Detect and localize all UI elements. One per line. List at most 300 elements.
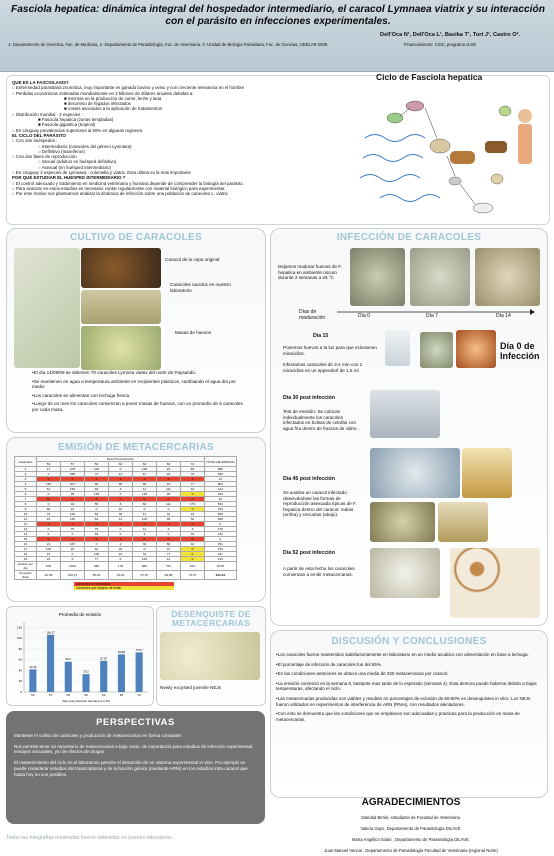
x-axis-label: días post-infección (semana 4 a 15) bbox=[62, 699, 110, 703]
table-cell: 5 bbox=[133, 532, 157, 537]
intro-line: POR QUE ESTUDIAR EL HUESPED INTERMEDIARIO ? bbox=[12, 175, 126, 181]
table-cell: 686 bbox=[205, 467, 237, 472]
avg-cell: 73.57 bbox=[181, 571, 205, 580]
table-cell: 49 bbox=[157, 472, 181, 477]
cultivo-bullets bbox=[32, 370, 247, 416]
table-cell: 42 bbox=[181, 487, 205, 492]
table-cell: 0 bbox=[181, 507, 205, 512]
table-cell: 13 bbox=[15, 527, 37, 532]
table-cell: 0 bbox=[181, 547, 205, 552]
emision-table-wrap bbox=[14, 456, 262, 590]
metacercaria-photo2 bbox=[450, 548, 540, 618]
table-cell: 0 bbox=[133, 497, 157, 502]
table-cell: 0 bbox=[61, 497, 85, 502]
table-cell: 175 bbox=[181, 502, 205, 507]
avg-cell: 69.88 bbox=[157, 571, 181, 580]
intro-line: ■ costos asociados a la aplicación de tratamientos bbox=[64, 106, 163, 112]
table-cell: 0 bbox=[61, 522, 85, 527]
th-col: 66 bbox=[157, 462, 181, 467]
table-cell: 505 bbox=[205, 512, 237, 517]
table-cell: 0 bbox=[109, 497, 133, 502]
table-cell: 15 bbox=[15, 537, 37, 542]
table-cell: 167 bbox=[61, 542, 85, 547]
table-cell: 75 bbox=[61, 527, 85, 532]
x-tick-label: 62 bbox=[102, 693, 106, 697]
chart-title: Promedio de emisión bbox=[58, 612, 102, 617]
table-cell: 53 bbox=[85, 512, 109, 517]
total-cell: 5278 bbox=[205, 562, 237, 571]
table-cell: 0 bbox=[157, 532, 181, 537]
th-col: 72 bbox=[181, 462, 205, 467]
table-cell: 0 bbox=[37, 472, 61, 477]
day0-label: Día 0 bbox=[358, 313, 370, 319]
perspectivas-p3: El mantenimiento del ciclo en el laboratorio permite el desarrollo de un sistema experimental in vitro. Por ejemplo se puede considerar estudios del transcriptoma y de la función génica (mediante ARNi) en los estadios intra-caracol que hasta hoy no son posibles. bbox=[14, 760, 248, 777]
table-cell: 100 bbox=[85, 467, 109, 472]
th-col: 57 bbox=[61, 462, 85, 467]
table-cell: 14 bbox=[15, 532, 37, 537]
emision-title: EMISIÓN DE METACERCARIAS bbox=[58, 442, 214, 453]
table-cell: 43 bbox=[109, 507, 133, 512]
tube-photo bbox=[385, 330, 410, 366]
table-cell: 3 bbox=[181, 527, 205, 532]
table-cell: 0 bbox=[133, 547, 157, 552]
ack-line: María Angélica Solari , Departamento de Parasitología DILAVE. bbox=[352, 837, 470, 842]
y-tick-label: 60 bbox=[18, 657, 22, 662]
intro-line: ○ Con dos huéspedes : bbox=[12, 138, 58, 144]
table-cell: 0 bbox=[61, 532, 85, 537]
table-cell: 414 bbox=[205, 487, 237, 492]
egg-masses-photo bbox=[81, 326, 161, 370]
egg-day7-photo bbox=[410, 248, 470, 306]
intro-line: ■ Fasciola gigantica (tropical) bbox=[38, 122, 96, 128]
metacercaria-photo1 bbox=[370, 548, 440, 598]
table-cell: 0 bbox=[37, 537, 61, 542]
dia52-text: A partir de esta fecha los caracoles comienzan a emitir metacercarias. bbox=[283, 566, 355, 577]
dia30-text: Test de emisión. Se colocan individualmente los caracoles infectados en bolsas de celofán con agua fría dentro de frascos de vidrio . bbox=[283, 409, 360, 431]
th-col: 62 bbox=[133, 462, 157, 467]
y-tick-label: 20 bbox=[18, 679, 22, 684]
dia15-text: Ponemos huevos a la luz para que eclosionen miracidios. bbox=[283, 345, 377, 356]
table-cell: 94 bbox=[61, 502, 85, 507]
table-cell: 67 bbox=[133, 512, 157, 517]
table-cell: 21 bbox=[37, 542, 61, 547]
table-cell: 23 bbox=[37, 557, 61, 562]
table-cell: 3 bbox=[15, 477, 37, 482]
y-tick-label: 80 bbox=[18, 646, 22, 651]
table-cell: 99 bbox=[61, 492, 85, 497]
table-cell: 0 bbox=[37, 522, 61, 527]
table-cell: 5 bbox=[15, 487, 37, 492]
day14-label: Día 14 bbox=[496, 313, 511, 319]
perspectivas-panel bbox=[6, 711, 265, 824]
snails-jar-photo bbox=[14, 248, 80, 368]
table-cell: 111 bbox=[157, 487, 181, 492]
table-cell: 0 bbox=[85, 542, 109, 547]
table-cell: 67 bbox=[133, 472, 157, 477]
nejs-caption: Newly excysted juvenile NEJs bbox=[160, 685, 222, 690]
dia15-label: Día 15 bbox=[313, 333, 329, 339]
ack-line: Soledad Birriel, estudiante de Facultad de Veterinaria. bbox=[360, 815, 462, 820]
table-cell: 77 bbox=[157, 552, 181, 557]
x-tick-label: 52 bbox=[31, 693, 35, 697]
table-cell: 0 bbox=[37, 527, 61, 532]
maduracion-text: Dejamos madurar huevos de F. hepatica en ambiente oscuro durante 2 semanas a 26 °C bbox=[278, 264, 342, 280]
table-cell: 109 bbox=[37, 547, 61, 552]
table-cell: 58 bbox=[85, 482, 109, 487]
intro-line: ■ Fasciola hepatica (zonas templadas) bbox=[38, 117, 114, 123]
bar-value-label: 42.06 bbox=[29, 664, 37, 669]
table-cell: 0 bbox=[85, 477, 109, 482]
bar bbox=[29, 669, 36, 692]
table-cell: 0 bbox=[85, 507, 109, 512]
table-cell: 0 bbox=[109, 492, 133, 497]
table-cell: 122 bbox=[205, 532, 237, 537]
table-cell: 485 bbox=[205, 517, 237, 522]
table-cell: 77 bbox=[181, 482, 205, 487]
total-cell: 676 bbox=[37, 562, 61, 571]
y-tick-label: 100 bbox=[16, 636, 22, 641]
y-tick-label: 120 bbox=[16, 625, 22, 630]
bar bbox=[136, 652, 143, 692]
table-cell: 17 bbox=[37, 467, 61, 472]
table-cell: 0 bbox=[205, 537, 237, 542]
table-cell: 99 bbox=[157, 517, 181, 522]
dia52-label: Día 52 post infección bbox=[283, 550, 335, 556]
legend-stopped: Caracoles que dejaron de emitir bbox=[74, 586, 174, 590]
cultivo-title: CULTIVO DE CARACOLES bbox=[70, 232, 202, 243]
table-cell: 0 bbox=[37, 492, 61, 497]
table-cell: 351 bbox=[205, 542, 237, 547]
table-cell: 14 bbox=[205, 477, 237, 482]
affiliations: 1- Departamento de Genética, Fac. de Medicina, 2 -Departamento de Parasitología, Fac. de Veterinaria. 3 -Unidad de Biología Parasitaria, Fac. de Ciencias, UDELAR 2009. bbox=[8, 42, 329, 47]
intro-line: ○ Definitivo (mamíferos) bbox=[38, 148, 85, 154]
table-cell: 79 bbox=[37, 512, 61, 517]
table-cell: 20 bbox=[109, 547, 133, 552]
table-cell: 16 bbox=[109, 552, 133, 557]
avg-cell: 33.20 bbox=[109, 571, 133, 580]
table-cell: 0 bbox=[109, 532, 133, 537]
x-tick-label: 72 bbox=[137, 693, 141, 697]
table-cell: 0 bbox=[37, 532, 61, 537]
table-cell: 4 bbox=[15, 482, 37, 487]
table-cell: 33 bbox=[181, 532, 205, 537]
table-cell: 12 bbox=[15, 522, 37, 527]
perspectivas-title: PERSPECTIVAS bbox=[96, 717, 175, 728]
bar bbox=[100, 661, 107, 692]
table-cell: 16 bbox=[15, 542, 37, 547]
bar-value-label: 69.88 bbox=[117, 649, 125, 654]
table-cell: 0 bbox=[109, 557, 133, 562]
table-cell: 111 bbox=[157, 502, 181, 507]
bar bbox=[118, 654, 125, 692]
dia15-text2: Infectamos caracoles de 3-4 mm con 2 miracidios en un eppendorf de 1.5 ml bbox=[283, 362, 363, 373]
table-cell: 130 bbox=[61, 517, 85, 522]
avg-cell: 42.06 bbox=[37, 571, 61, 580]
table-cell: 6 bbox=[181, 477, 205, 482]
y-tick-label: 0 bbox=[20, 690, 22, 694]
table-cell: 37 bbox=[157, 547, 181, 552]
table-cell: 84 bbox=[85, 532, 109, 537]
bar-value-label: 57.87 bbox=[100, 656, 108, 661]
dia45-label: Día 45 post infección bbox=[283, 476, 335, 482]
avg-cell: 57.87 bbox=[133, 571, 157, 580]
table-cell: 13 bbox=[109, 472, 133, 477]
authors: Dell'Oca N¹, Dell'Oca L¹, Basika T¹, Tort J¹, Castro O². bbox=[380, 32, 520, 38]
table-cell: 0 bbox=[133, 477, 157, 482]
intro-line: ○ Sexual (adultos en huésped definitivo) bbox=[38, 159, 117, 165]
table-cell: 8 bbox=[109, 502, 133, 507]
table-cell: 50 bbox=[181, 517, 205, 522]
table-cell: 190 bbox=[133, 467, 157, 472]
table-cell: 407 bbox=[61, 482, 85, 487]
table-cell: 66 bbox=[133, 482, 157, 487]
table-cell: 0 bbox=[133, 507, 157, 512]
table-cell: 80 bbox=[157, 542, 181, 547]
table-cell: 105 bbox=[85, 552, 109, 557]
life-cycle-illustration bbox=[355, 86, 550, 220]
agradecimientos-title: AGRADECIMIENTOS bbox=[361, 797, 461, 808]
intro-line: ○ Perdidas económicas estimadas mundialmente en 2 billones de dólares anuales debidas a: bbox=[12, 90, 194, 96]
table-cell: 258 bbox=[61, 472, 85, 477]
table-cell: 0 bbox=[85, 522, 109, 527]
table-cell: 0 bbox=[181, 557, 205, 562]
table-cell: 75 bbox=[85, 527, 109, 532]
table-cell: 19 bbox=[15, 557, 37, 562]
table-cell: 15 bbox=[157, 467, 181, 472]
table-cell: 6 bbox=[157, 527, 181, 532]
table-cell: 23 bbox=[37, 497, 61, 502]
table-cell: 84 bbox=[85, 547, 109, 552]
th-total: TOTAL DE EMISION bbox=[205, 457, 237, 467]
table-cell: 12 bbox=[157, 557, 181, 562]
legend-not-infected: Caracoles no infectados bbox=[74, 582, 174, 586]
table-cell: 270 bbox=[205, 547, 237, 552]
table-cell: 0 bbox=[61, 557, 85, 562]
discusion-item: •Con esto se demuestra que las condiciones que se emplearon son adecuadas y practicas para la producción en masa de metacercarias. bbox=[276, 711, 520, 722]
table-cell: 0 bbox=[133, 537, 157, 542]
table-cell: 55 bbox=[109, 482, 133, 487]
dia45-text: Se analiza un caracol infectado observándose las formas de reproducción asexuada típicas de F. hepatica dentro del caracol: redias (arriba) y cercarias (abajo). bbox=[283, 490, 357, 517]
table-cell: 11 bbox=[15, 517, 37, 522]
table-cell: 0 bbox=[181, 522, 205, 527]
dia0-infeccion: Día 0 de Infección bbox=[500, 341, 540, 361]
bar bbox=[65, 662, 72, 692]
table-cell: 0 bbox=[181, 497, 205, 502]
table-cell: 0 bbox=[61, 552, 85, 557]
label-lab-snails: Caracoles nacidos en nuestro laboratorio bbox=[170, 282, 231, 293]
bar-value-label: 73.57 bbox=[135, 647, 143, 652]
bags-photo bbox=[370, 390, 440, 438]
table-cell: 9 bbox=[15, 507, 37, 512]
table-cell: 91 bbox=[157, 482, 181, 487]
table-cell: 60 bbox=[133, 502, 157, 507]
intro-line: ○ Por este motivo nos planteamos analizar la dinámica de infección sobre una población de caracoles L. viatrix bbox=[12, 191, 228, 197]
ack-line: Valeria Gayo, Departamento de Parasitología DILAVE. bbox=[360, 826, 462, 831]
table-cell: 89 bbox=[181, 467, 205, 472]
table-cell: 73 bbox=[85, 472, 109, 477]
egg-day0-photo bbox=[350, 248, 405, 306]
table-cell: 7 bbox=[15, 497, 37, 502]
table-cell: 150 bbox=[61, 487, 85, 492]
table-cell: 0 bbox=[157, 497, 181, 502]
table-cell: 6 bbox=[15, 492, 37, 497]
lab-snails-photo bbox=[81, 290, 161, 324]
table-cell: 0 bbox=[85, 497, 109, 502]
intro-line: QUE ES LA FASCIOLASIS? bbox=[12, 80, 69, 85]
table-cell: 69 bbox=[37, 507, 61, 512]
snail-infection-photo bbox=[456, 330, 496, 368]
table-cell: 84 bbox=[85, 517, 109, 522]
table-cell: 214 bbox=[205, 557, 237, 562]
table-cell: 11 bbox=[133, 487, 157, 492]
total-cell: 751 bbox=[157, 562, 181, 571]
table-cell: 275 bbox=[61, 467, 85, 472]
table-cell: 0 bbox=[37, 477, 61, 482]
nejs-photo bbox=[160, 632, 260, 680]
table-cell: 503 bbox=[205, 502, 237, 507]
table-cell: 102 bbox=[133, 557, 157, 562]
table-cell: 10 bbox=[15, 512, 37, 517]
dia30-label: Día 30 post infección bbox=[283, 395, 335, 401]
egg-day14-photo bbox=[475, 248, 540, 306]
dias-maduracion-label: Días de maduración bbox=[299, 309, 326, 321]
avg-label: Promedio diario bbox=[15, 571, 37, 580]
table-cell: 32 bbox=[157, 512, 181, 517]
table-cell: 77 bbox=[85, 557, 109, 562]
intro-line: ○ Intermediario (caracoles del género Lymnaea) bbox=[38, 143, 132, 149]
discusion-item: •Los caracoles fueron mantenidos satisfactoriamente en laboratorio en un medio acuático con alimentación en base a lechuga. bbox=[276, 652, 529, 657]
table-cell: 2 bbox=[109, 477, 133, 482]
table-cell: 3 bbox=[109, 487, 133, 492]
intro-text bbox=[12, 80, 362, 197]
avg-cell: 320.94 bbox=[205, 571, 237, 580]
intro-line: ○ Enfermedad parasitaria zoonótica, muy importante en ganado bovino y ovino y con creciente relevancia en el hombre bbox=[12, 85, 245, 91]
cultivo-bullet: •Luego de un mes los caracoles comienzan a poner masas de huevos, con un promedio de 5 caracoles por cada masa. bbox=[32, 401, 243, 412]
label-original-snail: Caracol de la cepa original bbox=[165, 257, 220, 262]
emision-table bbox=[14, 456, 237, 580]
cultivo-bullet: •El día 14/09/09 se obtienen 70 caracoles Lymnea viatrix del norte de Paysandú. bbox=[32, 370, 197, 375]
perspectivas-p1: Mantener el cultivo de caracoles y producción de metacercarias en forma constante: bbox=[14, 733, 183, 738]
dissected-snail-photo bbox=[370, 448, 460, 498]
table-cell: 804 bbox=[205, 482, 237, 487]
table-cell: 0 bbox=[157, 507, 181, 512]
table-cell: 1 bbox=[15, 467, 37, 472]
intro-line: ○ Asexual (en huésped intermediario) bbox=[38, 164, 111, 170]
avg-cell: 106.27 bbox=[61, 571, 85, 580]
miracidium-photo bbox=[420, 332, 453, 368]
intro-line: ○ En Uruguay prevalencias superiores al 50% en algunas regiones. bbox=[12, 127, 144, 133]
table-cell: 79 bbox=[181, 472, 205, 477]
y-tick-label: 40 bbox=[18, 668, 22, 673]
discusion-list bbox=[276, 652, 542, 726]
table-cell: 8 bbox=[15, 502, 37, 507]
intro-line: ○ Distribución mundial - 2 especies : bbox=[12, 111, 83, 117]
table-cell: 403 bbox=[205, 492, 237, 497]
desenquiste-title: DESENQUISTE DE METACERCARIAS bbox=[171, 609, 251, 628]
table-cell: 17 bbox=[15, 547, 37, 552]
table-cell: 247 bbox=[205, 552, 237, 557]
discusion-item: •La emisión comenzó en la semana 8, bastante mas tarde de lo esperado (semana 4). Esta demora puede haberse debido a bajas temperaturas, afectando el ciclo. bbox=[276, 680, 537, 692]
table-cell: 0 bbox=[109, 537, 133, 542]
table-cell: 0 bbox=[61, 537, 85, 542]
table-cell: 0 bbox=[133, 522, 157, 527]
table-cell: 0 bbox=[109, 527, 133, 532]
total-cell: 949 bbox=[85, 562, 109, 571]
ack-line: Juan Manuel Vencal , Departamento de Parasitología Facultad de Veterinaria (regional Norte) bbox=[324, 848, 498, 853]
table-cell: 6 bbox=[157, 477, 181, 482]
table-cell: 10 bbox=[37, 517, 61, 522]
table-cell: 30 bbox=[109, 512, 133, 517]
bar bbox=[82, 674, 89, 692]
table-cell: 0 bbox=[109, 467, 133, 472]
original-snail-photo bbox=[81, 248, 161, 288]
bar bbox=[47, 635, 54, 692]
table-cell: 42 bbox=[61, 507, 85, 512]
intro-line: ○ En Uruguay 2 especies de Lymnaea : columella y viatrix. Esta ultima es la mas importante bbox=[12, 170, 191, 176]
th-col: 60 bbox=[109, 462, 133, 467]
table-cell: 23 bbox=[205, 497, 237, 502]
table-cell: 55 bbox=[85, 502, 109, 507]
label-egg-masses: Masas de huevos bbox=[175, 330, 212, 335]
table-cell: 12 bbox=[109, 517, 133, 522]
intro-line: ○ Para avanzar en estos estudios es necesario contar regularmente con material biológico para experimentar. bbox=[12, 185, 226, 191]
table-cell: 0 bbox=[157, 522, 181, 527]
table-cell: 51 bbox=[37, 487, 61, 492]
infeccion-title: INFECCIÓN DE CARACOLES bbox=[336, 232, 482, 243]
table-cell: 0 bbox=[181, 492, 205, 497]
table-cell: 15 bbox=[37, 552, 61, 557]
table-cell: 2 bbox=[15, 472, 37, 477]
intro-line: ○ El control adecuado y tratamiento en medicina veterinaria y humana depende de comprender la biología del parásito. bbox=[12, 180, 244, 186]
total-cell: 513 bbox=[181, 562, 205, 571]
th-dias: Días Post-infección bbox=[37, 457, 205, 462]
table-cell: 11 bbox=[133, 527, 157, 532]
cultivo-bullet: •Se mantienen en agua a temperatura ambiente en recipientes plásticos, cambiando el agua día por medio bbox=[32, 378, 236, 390]
x-tick-label: 66 bbox=[119, 693, 124, 697]
table-cell: 539 bbox=[205, 472, 237, 477]
funding: Financiamiento: CSIC, programa GAIE bbox=[404, 42, 477, 47]
x-tick-label: 57 bbox=[48, 693, 53, 697]
table-cell: 128 bbox=[133, 492, 157, 497]
table-cell: 24 bbox=[181, 512, 205, 517]
th-caracoles: Caracoles bbox=[15, 457, 37, 467]
total-cell: 176 bbox=[109, 562, 133, 571]
intro-line: ■ mermas en la producción de carne, leche y lana bbox=[64, 95, 162, 101]
table-cell: 34 bbox=[133, 552, 157, 557]
table-cell: 154 bbox=[205, 507, 237, 512]
table-cell: 20 bbox=[61, 547, 85, 552]
avg-cell: 56.20 bbox=[85, 571, 109, 580]
table-cell: 0 bbox=[157, 537, 181, 542]
table-cell: 0 bbox=[181, 552, 205, 557]
table-cell: 220 bbox=[61, 512, 85, 517]
table-cell: 0 bbox=[85, 537, 109, 542]
table-cell: 0 bbox=[181, 537, 205, 542]
table-cell: 150 bbox=[37, 482, 61, 487]
intro-line: EL CICLO DEL PARÁSITO bbox=[12, 132, 66, 138]
discusion-item: •El porcentaje de infección de caracoles fue del 85%. bbox=[276, 661, 383, 667]
table-cell: 28 bbox=[157, 492, 181, 497]
x-tick-label: 60 bbox=[84, 693, 88, 697]
table-cell: 148 bbox=[85, 492, 109, 497]
table-cell: 170 bbox=[205, 527, 237, 532]
th-col: 59 bbox=[85, 462, 109, 467]
discusion-title: DISCUSIÓN Y CONCLUSIONES bbox=[331, 636, 487, 647]
day7-label: Día 7 bbox=[426, 313, 438, 319]
table-cell: 39 bbox=[133, 542, 157, 547]
intro-line: ○ Con dos fases de reproducción bbox=[12, 154, 77, 160]
redia-photo bbox=[462, 448, 512, 498]
